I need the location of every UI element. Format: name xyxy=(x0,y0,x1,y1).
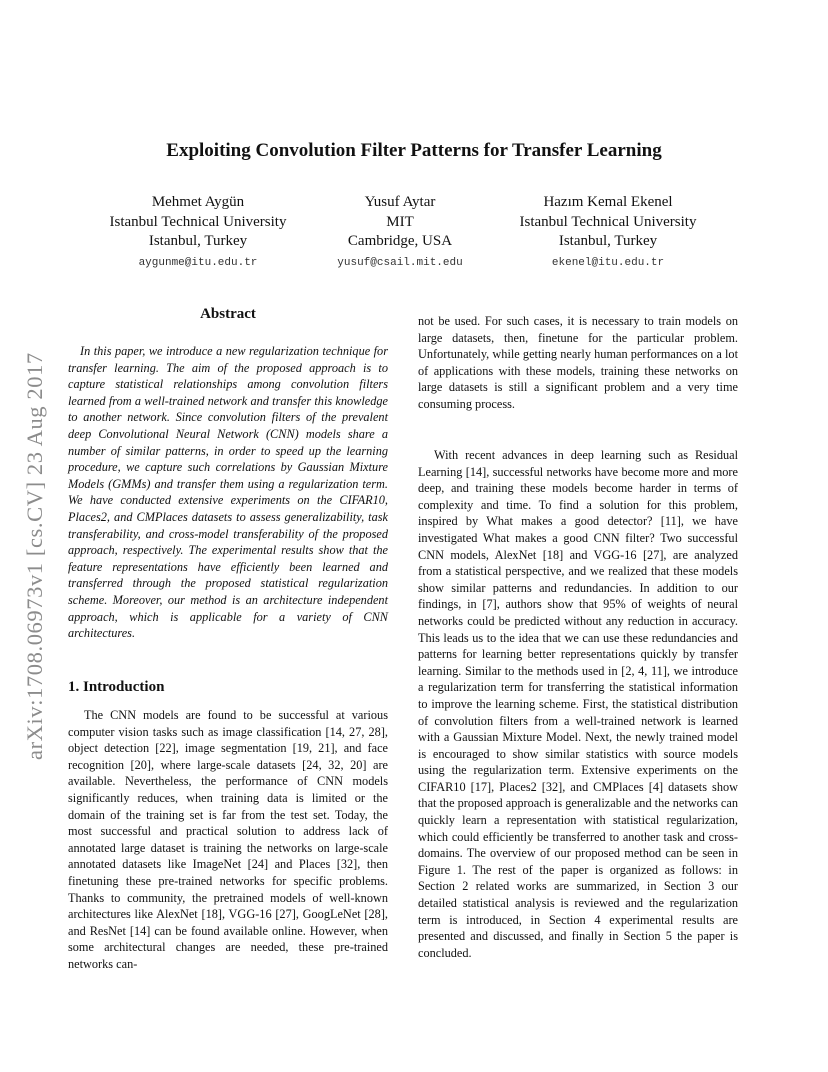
abstract-heading: Abstract xyxy=(200,306,256,322)
author-email[interactable]: ekenel@itu.edu.tr xyxy=(551,256,665,269)
arxiv-id: arXiv:1708.06973v1 [cs.CV] 23 Aug 2017 xyxy=(22,352,47,760)
author-email[interactable]: aygunme@itu.edu.tr xyxy=(138,256,258,269)
author-email[interactable]: yusuf@csail.mit.edu xyxy=(337,256,463,269)
intro-paragraph-2: With recent advances in deep learning such as Residual Learning [14], successful networks have become more and more deep, and training these models become harder in terms of complexity and time. To find a solution for this problem, inspired by What makes a good detector? [11], we have investigated What makes a good CNN filter? Two successful CNN models, AlexNet [18] and VGG-16 [27], are analyzed from a statistical perspective, and we realized that these models show similar patterns and redundancies. In addition to our findings, in [7], authors show that 95% of weights of neural networks could be predicted without any reduction in accuracy. This leads us to the idea that we can use these redundancies and patterns for learning better representations quickly by transfer learning. Similar to the methods used in [2, 4, 11], we introduce a regularization term for transferring the statistical information to improve the learning scheme. First, the statistical distribution of convolution filters from a well-trained network is learned with a Gaussian Mixture Model. Next, the newly trained model is encouraged to show similar statistics with source models using the regularization term. Extensive experiments on the CIFAR10 [17], Places2 [32], and CMPlaces [4] datasets show that the proposed approach is generalizable and the networks can quickly learn a representation with statistical regularization, which could efficiently be transferred to another task and cross-domains. The overview of our proposed method can be seen in Figure 1. The rest of the paper is organized as follows: in Section 2 related works are summarized, in Section 3 our detailed statistical analysis is reviewed and the regularization term is introduced, in Section 4 experimental results are presented and discussed, and finally in Section 5 the paper is concluded. xyxy=(418,448,738,960)
author-2 xyxy=(320,193,480,273)
author-name: Mehmet Aygün xyxy=(151,194,245,210)
author-3 xyxy=(508,193,708,273)
intro-paragraph-1: The CNN models are found to be successful at various computer vision tasks such as image classification [14, 27, 28], object detection [22], image segmentation [19, 21], and face recognition [20], where large-scale datasets [24, 32, 20] are available. Nevertheless, the performance of CNN models significantly reduces, when training data is limited or the domain of the training set is far from the test set. Today, the most successful and practical solution to address lack of annotated large dataset is training the networks on large-scale annotated datasets like ImageNet [24] and Places [32], then finetuning these pre-trained networks for specific problems. Thanks to community, the pretrained models of well-known architectures like AlexNet [18], VGG-16 [27], GoogLeNet [28], and ResNet [14] can be found available online. However, when some architectural changes are needed, these pre-trained networks can- xyxy=(68,708,388,971)
author-name: Hazım Kemal Ekenel xyxy=(543,194,673,210)
author-location: Istanbul, Turkey xyxy=(558,233,658,250)
author-name: Yusuf Aytar xyxy=(364,194,436,210)
paper-title: Exploiting Convolution Filter Patterns for Transfer Learning xyxy=(166,140,662,161)
abstract-text: In this paper, we introduce a new regularization technique for transfer learning. The aim of the proposed approach is to capture statistical relationships among convolution filters learned from a well-trained network and transfer this knowledge to another network. Since convolution filters of the prevalent deep Convolutional Neural Network (CNN) models share a number of similar patterns, in order to speed up the learning procedure, we capture such correlations by Gaussian Mixture Models (GMMs) and transfer them using a regularization term. We have conducted extensive experiments on the CIFAR10, Places2, and CMPlaces datasets to assess generalizability, task transferability, and cross-model transferability of the proposed approach, respectively. The experimental results show that the feature representations have efficiently been learned and transferred through the proposed statistical regularization scheme. Moreover, our method is an architecture independent approach, which is applicable for a variety of CNN architectures. xyxy=(68,344,388,641)
author-location: Istanbul, Turkey xyxy=(148,233,248,250)
author-affiliation: MIT xyxy=(386,213,414,230)
intro-paragraph-1-continued: not be used. For such cases, it is necessary to train models on large datasets, then, finetune for the particular problem. Unfortunately, while getting nearly human performances on a lot of applications with these models, training these networks on large datasets is still a significant problem and a very time consuming process. xyxy=(418,314,738,411)
author-affiliation: Istanbul Technical University xyxy=(109,213,287,230)
author-affiliation: Istanbul Technical University xyxy=(519,213,697,230)
section-heading-introduction: 1. Introduction xyxy=(68,679,165,695)
author-1 xyxy=(98,193,298,273)
arxiv-stamp xyxy=(22,285,58,760)
author-location: Cambridge, USA xyxy=(347,233,453,250)
